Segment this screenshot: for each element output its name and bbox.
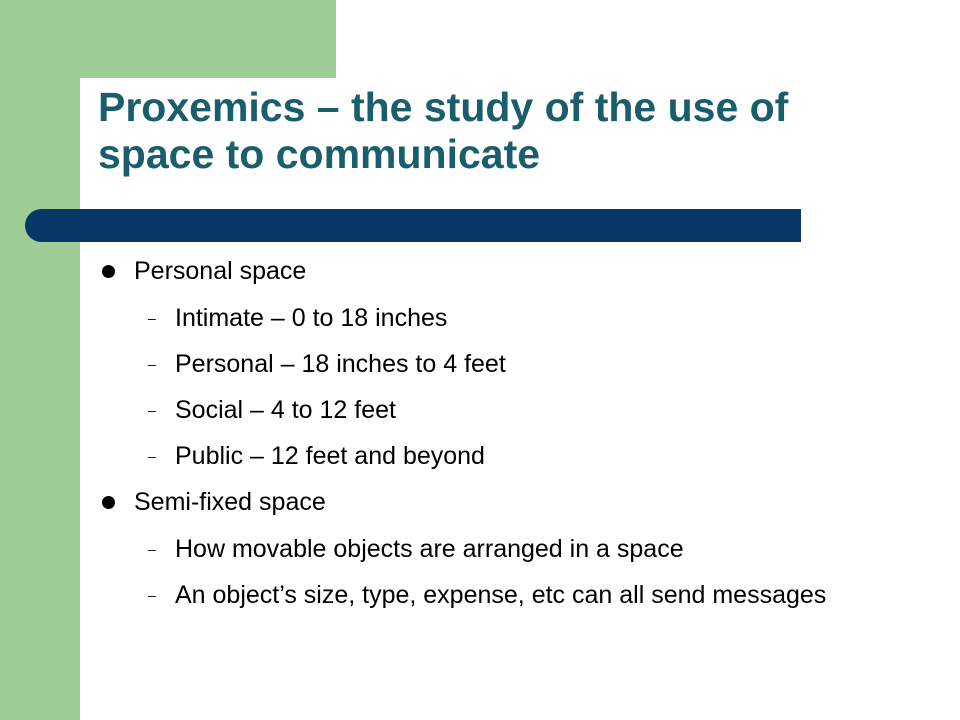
dash-icon: – bbox=[148, 402, 156, 418]
sub-item-intimate bbox=[98, 303, 898, 333]
sub-item-text: Social – 4 to 12 feet bbox=[175, 396, 396, 424]
sub-item-text: Personal – 18 inches to 4 feet bbox=[175, 350, 506, 378]
bullet-item-semi-fixed-space bbox=[98, 487, 898, 517]
dash-icon: – bbox=[148, 310, 156, 326]
sub-item-text: How movable objects are arranged in a space bbox=[175, 535, 684, 563]
bullet-dot-icon bbox=[102, 265, 115, 278]
bullet-item-personal-space bbox=[98, 256, 898, 286]
sub-item-text: Public – 12 feet and beyond bbox=[175, 442, 485, 470]
slide-content bbox=[98, 256, 898, 626]
dash-icon: – bbox=[148, 587, 156, 603]
sub-item-object-size bbox=[98, 580, 898, 610]
sub-item-movable-objects bbox=[98, 534, 898, 564]
sub-item-personal bbox=[98, 349, 898, 379]
dash-icon: – bbox=[148, 541, 156, 557]
dash-icon: – bbox=[148, 448, 156, 464]
green-top-block bbox=[0, 0, 336, 78]
sub-item-social bbox=[98, 395, 898, 425]
bullet-text: Semi-fixed space bbox=[134, 488, 326, 516]
slide-title: Proxemics – the study of the use of space to communicate bbox=[98, 84, 789, 177]
title-underline-bar bbox=[25, 209, 801, 242]
bullet-text: Personal space bbox=[134, 257, 307, 285]
dash-icon: – bbox=[148, 356, 156, 372]
sub-item-public bbox=[98, 441, 898, 471]
sub-item-text: An object’s size, type, expense, etc can all send messages bbox=[175, 581, 827, 609]
bullet-dot-icon bbox=[102, 496, 115, 509]
green-side-strip bbox=[0, 0, 80, 720]
sub-item-text: Intimate – 0 to 18 inches bbox=[175, 304, 448, 332]
